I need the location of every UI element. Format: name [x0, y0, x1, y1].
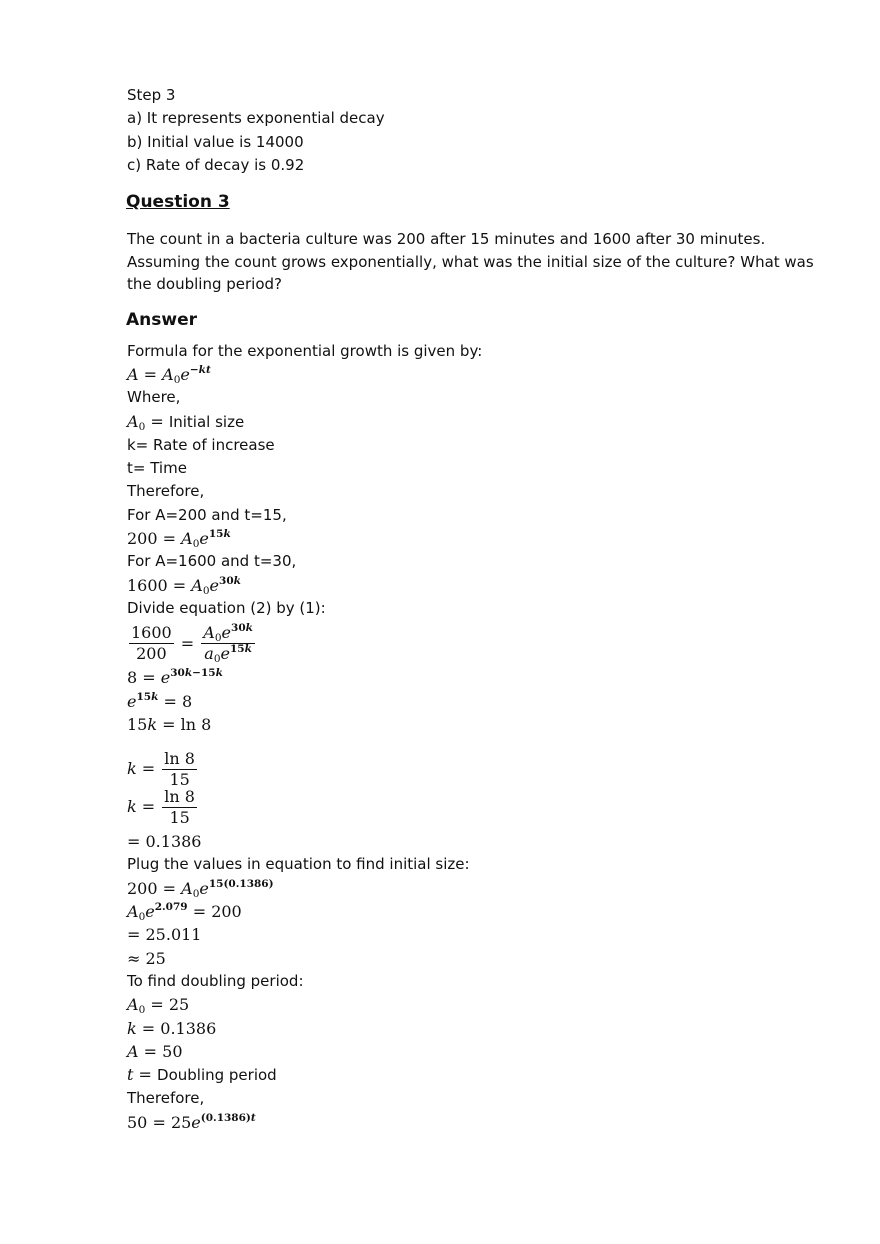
therefore-label-2: Therefore,: [127, 1089, 205, 1108]
plug-label: Plug the values in equation to find initial size:: [127, 855, 470, 874]
t-definition-2: t = Doubling period: [127, 1065, 277, 1085]
simplified-equation: $8 = e^{30k-15k}$: [127, 667, 223, 688]
case2-label: For A=1600 and t=30,: [127, 552, 297, 571]
formula-equation: $A = A_0e^{-kt}$: [127, 363, 211, 386]
answer-title: Answer: [126, 309, 197, 330]
k-fraction-1: k = $\frac{\ln 8}{15}$: [127, 748, 195, 789]
step3-item-c: c) Rate of decay is 0.92: [127, 155, 305, 174]
t-definition: t= Time: [127, 459, 187, 478]
step3-heading: Step 3: [127, 86, 176, 104]
document-content: [127, 84, 827, 1134]
therefore-label: Therefore,: [127, 482, 205, 501]
doubling-intro: To find doubling period:: [127, 971, 304, 990]
k-result: = 0.1386: [127, 832, 202, 852]
a0-approx: ≈ 25: [127, 948, 166, 968]
division-equation: $\frac{1600}{200}$ = $\frac{A_0e^{30k}}{a_0e^{15k}}$: [131, 621, 253, 665]
k-fraction-2: k = $\frac{\ln 8}{15}$: [127, 786, 195, 827]
formula-intro: Formula for the exponential growth is given by:: [127, 341, 483, 360]
where-label: Where,: [127, 388, 181, 407]
doubling-equation: $50 = 25e^{(0.1386)t}$: [127, 1111, 256, 1132]
divide-label: Divide equation (2) by (1):: [127, 598, 326, 617]
a0-exact: = 25.011: [127, 925, 202, 945]
k-definition: k= Rate of increase: [127, 435, 275, 454]
a0-value: $A_0 = 25$: [127, 995, 190, 1017]
a-value: A = 50: [127, 1041, 183, 1061]
question-title: Question 3: [126, 192, 230, 213]
exponential-equation: $e^{15k} = 8$: [127, 690, 193, 711]
log-equation: 15k = ln 8: [127, 714, 212, 734]
plug-equation: $200 = A_0e^{15(0.1386)}$: [127, 877, 274, 900]
equation-1: $200 = A_0e^{15k}$: [127, 528, 231, 551]
question-text: The count in a bacteria culture was 200 after 15 minutes and 1600 after 30 minutes. Assuming the count grows exponentially, what was the initial size of the culture? What was the doubling period?: [127, 230, 814, 294]
a0-definition: $A_0$ = Initial size: [127, 411, 245, 433]
k-value: k = 0.1386: [127, 1018, 217, 1038]
equation-2: $1600 = A_0e^{30k}$: [127, 574, 241, 597]
step3-item-b: b) Initial value is 14000: [127, 132, 304, 151]
step3-item-a: a) It represents exponential decay: [127, 109, 385, 128]
a0-equation: $A_0e^{2.079} = 200$: [127, 901, 242, 924]
case1-label: For A=200 and t=15,: [127, 505, 287, 524]
